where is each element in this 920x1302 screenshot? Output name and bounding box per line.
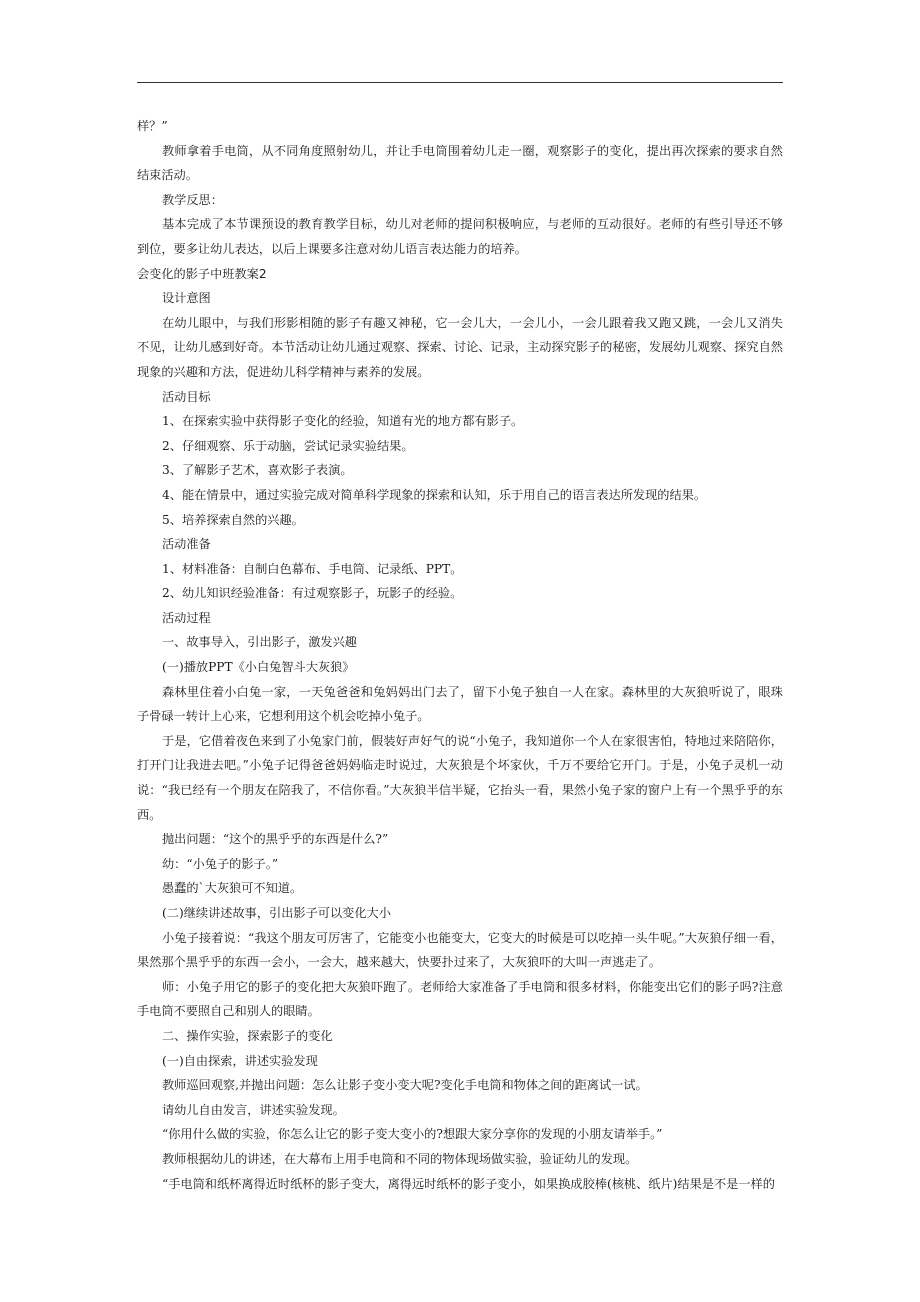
paragraph: 森林里住着小白兔一家，一天兔爸爸和兔妈妈出门去了，留下小兔子独自一人在家。森林里的大灰狼听说了，眼珠子骨碌一转计上心来，它想利用这个机会吃掉小兔子。: [137, 684, 783, 724]
paragraph: 1、材料准备：自制白色幕布、手电筒、记录纸、PPT。: [162, 561, 463, 576]
paragraph: 1、在探索实验中获得影子变化的经验，知道有光的地方都有影子。: [162, 414, 524, 429]
paragraph: 活动目标: [162, 389, 211, 404]
paragraph: (二)继续讲述故事，引出影子可以变化大小: [162, 906, 391, 920]
paragraph: 基本完成了本节课预设的教育教学目标，幼儿对老师的提问积极响应，与老师的互动很好。老师的有些引导还不够到位，要多让幼儿表达，以后上课要多注意对幼儿语言表达能力的培养。: [137, 217, 783, 256]
paragraph: 教师巡回观察,并抛出问题：怎么让影子变小变大呢?变化手电筒和物体之间的距离试一试。: [162, 1078, 648, 1093]
paragraph: 愚蠢的`大灰狼可不知道。: [162, 881, 303, 896]
paragraph: 4、能在情景中，通过实验完成对简单科学现象的探索和认知，乐于用自己的语言表达所发现的结果。: [162, 487, 707, 502]
paragraph: “你用什么做的实验，你怎么让它的影子变大变小的?想跟大家分享你的发现的小朋友请举手。”: [162, 1127, 663, 1142]
paragraph: 设计意图: [162, 291, 211, 306]
paragraph: (一)播放PPT《小白兔智斗大灰狼》: [162, 660, 355, 675]
paragraph: 教师拿着手电筒，从不同角度照射幼儿，并让手电筒围着幼儿走一圈，观察影子的变化，提出再次探索的要求自然结束活动。: [137, 143, 783, 183]
paragraph: 一、故事导入，引出影子，激发兴趣: [162, 635, 357, 650]
header-rule: [137, 82, 783, 83]
paragraph: 5、培养探索自然的兴趣。: [162, 512, 304, 527]
paragraph: (一)自由探索，讲述实验发现: [162, 1053, 318, 1068]
document-body: [137, 114, 783, 1196]
paragraph: 在幼儿眼中，与我们形影相随的影子有趣又神秘，它一会儿大，一会儿小，一会儿跟着我又跑又跳，一会儿又消失不见，让幼儿感到好奇。本节活动让幼儿通过观察、探索、讨论、记录，主动探究影子的秘密，发展幼儿观察、探究自然现象的兴趣和方法，促进幼儿科学精神与素养的发展。: [137, 315, 783, 379]
paragraph: 教师根据幼儿的讲述，在大幕布上用手电筒和不同的物体现场做实验，验证幼儿的发现。: [162, 1151, 638, 1166]
paragraph: 2、幼儿知识经验准备：有过观察影子，玩影子的经验。: [162, 586, 463, 601]
paragraph: 请幼儿自由发言，讲述实验发现。: [162, 1102, 345, 1117]
paragraph: 3、了解影子艺术，喜欢影子表演。: [162, 463, 353, 478]
paragraph: 师：小兔子用它的影子的变化把大灰狼吓跑了。老师给大家准备了手电筒和很多材料，你能变出它们的影子吗?注意手电筒不要照自己和别人的眼睛。: [137, 979, 783, 1019]
paragraph: 幼：“小兔子的影子。”: [162, 856, 279, 871]
paragraph: 2、仔细观察、乐于动脑，尝试记录实验结果。: [162, 438, 414, 453]
paragraph: 活动准备: [162, 537, 211, 552]
paragraph: 小兔子接着说：“我这个朋友可厉害了，它能变小也能变大，它变大的时候是可以吃掉一头牛呢。”大灰狼仔细一看，果然那个黑乎乎的东西一会小，一会大，越来越大，快要扑过来了，大灰狼吓的大叫一声逃走了。: [137, 930, 783, 970]
paragraph: 活动过程: [162, 610, 211, 625]
paragraph: 于是，它借着夜色来到了小兔家门前，假装好声好气的说“小兔子，我知道你一个人在家很害怕，特地过来陪陪你，打开门让我进去吧。”小兔子记得爸爸妈妈临走时说过，大灰狼是个坏家伙，千万不要给它开门。于是，小兔子灵机一动说：“我已经有一个朋友在陪我了，不信你看。”大灰狼半信半疑，它抬头一看，果然小兔子家的窗户上有一个黑乎乎的东西。: [137, 733, 783, 822]
paragraph: “手电筒和纸杯离得近时纸杯的影子变大，离得远时纸杯的影子变小，如果换成胶棒(核桃、纸片)结果是不是一样的: [162, 1176, 775, 1191]
section-title: 会变化的影子中班教案2: [137, 266, 267, 281]
paragraph: 抛出问题：“这个的黑乎乎的东西是什么?”: [162, 832, 389, 847]
paragraph: 二、操作实验，探索影子的变化: [162, 1028, 333, 1043]
paragraph: 教学反思：: [162, 192, 223, 207]
paragraph: 样？”: [137, 119, 168, 133]
